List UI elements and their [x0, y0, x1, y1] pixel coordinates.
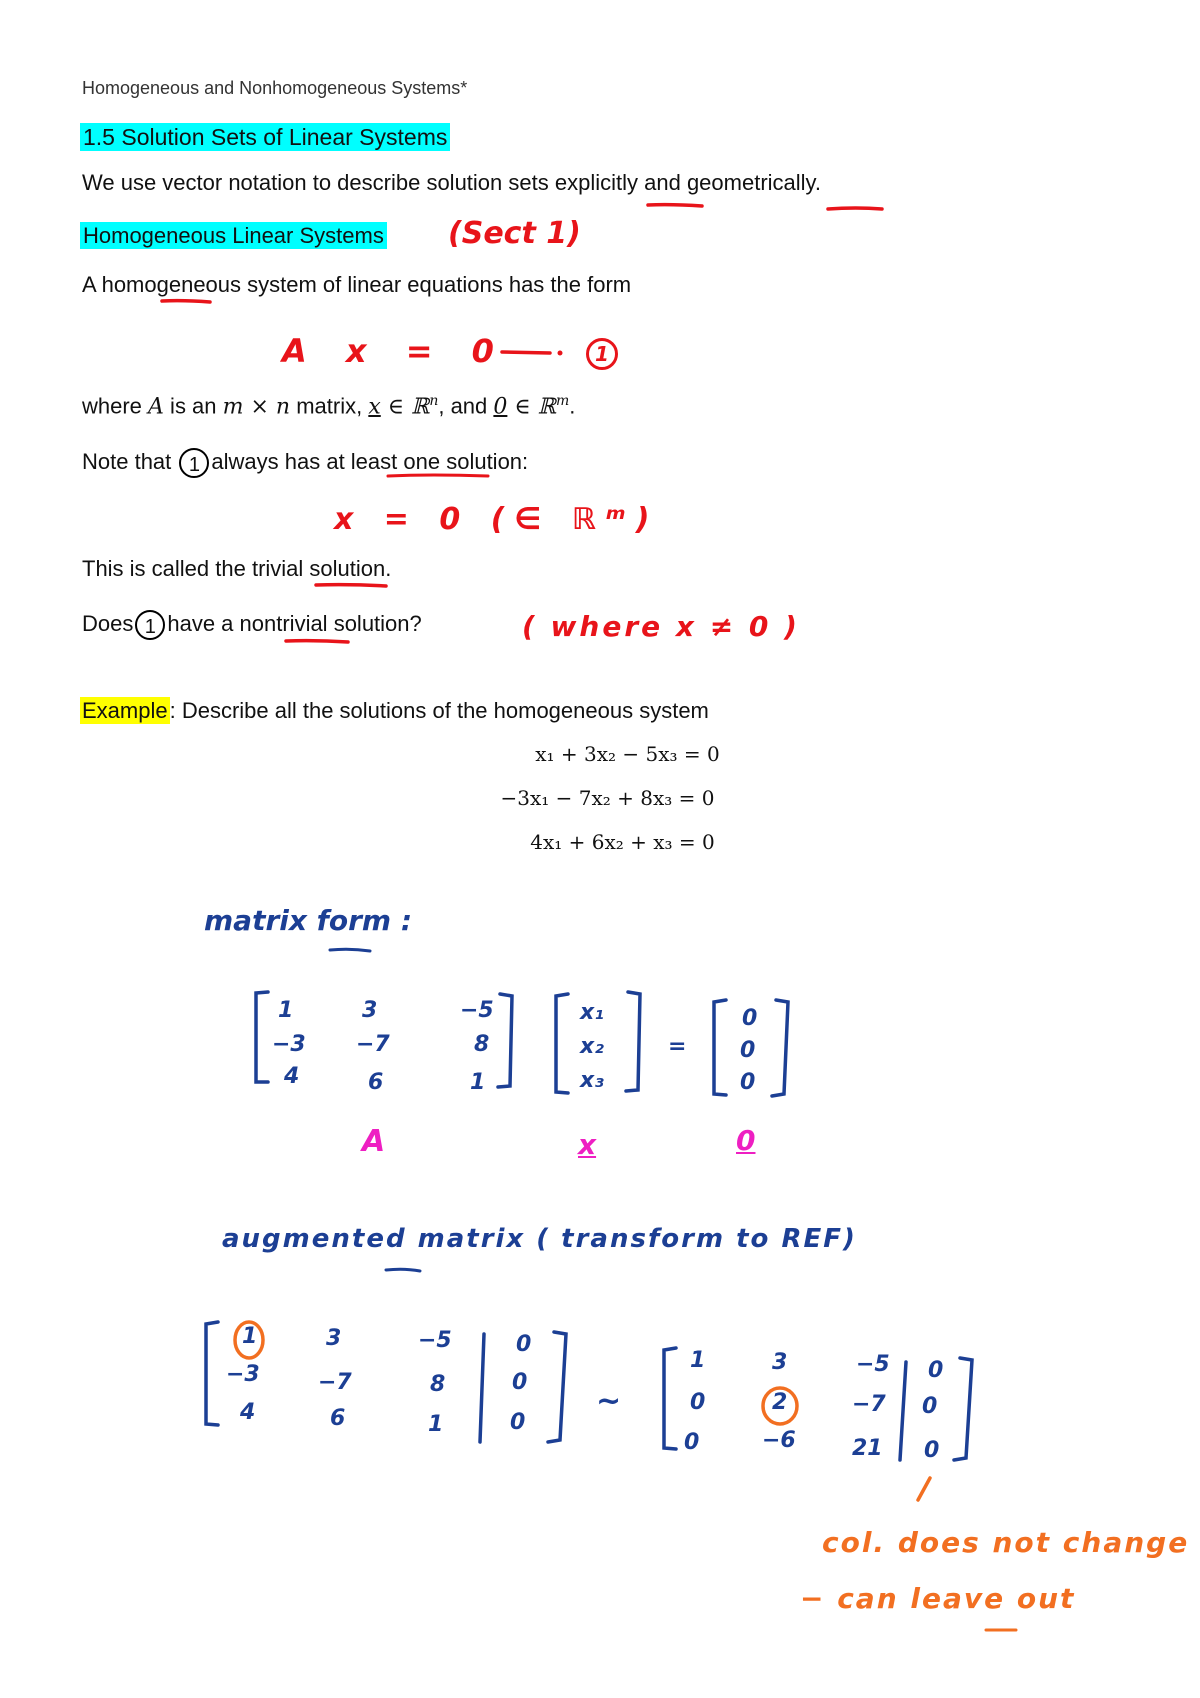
coef-2-2: −7 — [356, 1032, 390, 1057]
aug2-bracket-left — [664, 1348, 676, 1449]
where-in2: ∈ ℝ — [507, 394, 556, 420]
where-mat: matrix, — [290, 393, 369, 419]
intro-explicitly: explicitly — [554, 170, 638, 195]
where-A: A — [148, 394, 164, 420]
aug2-3-1: 0 — [684, 1430, 700, 1455]
where-x: x — [368, 394, 381, 420]
aug2-1-4: 0 — [928, 1358, 944, 1383]
aug2-2-3: −7 — [852, 1392, 886, 1417]
aug1-3-1: 4 — [240, 1400, 256, 1425]
where-mn: m × n — [222, 394, 291, 420]
intro-geometrically: geometrically — [686, 170, 815, 195]
underline-trivial-solution — [316, 585, 386, 586]
underline-nontrivial — [286, 641, 348, 642]
intro-end: . — [814, 170, 822, 195]
aug2-2-4: 0 — [922, 1394, 938, 1419]
note-pre: Note that — [82, 449, 178, 474]
note-least-one: least one — [350, 449, 441, 474]
underline-explicitly — [648, 205, 702, 206]
aug1-3-2: 6 — [330, 1406, 346, 1431]
does-mid: have a — [167, 611, 240, 636]
page-header: Homogeneous and Nonhomogeneous Systems* — [82, 78, 468, 98]
aug2-3-4: 0 — [924, 1438, 940, 1463]
called-trivial: trivial solution — [251, 556, 386, 581]
aug2-1-2: 3 — [772, 1350, 788, 1375]
homogeneous-heading-text: Homogeneous Linear Systems — [80, 222, 387, 249]
note-post: solution: — [440, 449, 529, 474]
where-is: is an — [163, 393, 223, 419]
form-word: homogeneous — [101, 272, 242, 297]
coef-3-1: 4 — [284, 1064, 300, 1089]
coef-bracket-right — [498, 994, 512, 1087]
var-x3: x₃ — [580, 1068, 604, 1093]
var-bracket-right — [626, 992, 640, 1091]
aug2-3-3: 21 — [852, 1436, 883, 1461]
augmented-label: augmented matrix ( transform to REF) — [222, 1224, 857, 1254]
note-circled-one: 1 — [179, 448, 209, 478]
section-title-text: 1.5 Solution Sets of Linear Systems — [80, 123, 450, 151]
form-pre: A — [82, 272, 102, 297]
column-pointer — [918, 1478, 930, 1500]
aug1-2-3: 8 — [430, 1372, 446, 1397]
intro-pre: We use vector notation to describe solution sets — [82, 170, 555, 195]
aug2-1-3: −5 — [856, 1352, 890, 1377]
coef-2-3: 8 — [474, 1032, 490, 1057]
equation-row-3: 4x₁ + 6x₂ + x₃ = 0 — [530, 830, 715, 854]
aug1-2-1: −3 — [226, 1362, 260, 1387]
aug2-1-1: 1 — [690, 1348, 706, 1373]
label-zero: 0 — [736, 1124, 756, 1157]
equation-dash — [502, 352, 550, 353]
aug1-bracket-right — [548, 1332, 566, 1442]
nontrivial-note: ( where x ≠ 0 ) — [522, 610, 800, 643]
where-m: m — [555, 393, 570, 409]
row-equivalent-tilde: ~ — [596, 1384, 622, 1419]
aug1-3-3: 1 — [428, 1412, 444, 1437]
zero-bracket-left — [714, 1000, 726, 1095]
equation-tag: 1 — [586, 338, 618, 370]
coef-1-3: −5 — [460, 998, 494, 1023]
zero-3: 0 — [740, 1070, 756, 1095]
equation-row-2: −3x₁ − 7x₂ + 8x₃ = 0 — [500, 786, 715, 810]
does-pre: Does — [82, 611, 134, 636]
example-text: : Describe all the solutions of the homogeneous system — [169, 698, 709, 723]
aug1-3-4: 0 — [510, 1410, 526, 1435]
example-label: Example — [82, 698, 168, 723]
does-circled-one: 1 — [135, 610, 165, 640]
form-post: system of linear equations has the form — [241, 272, 632, 297]
aug1-bracket-left — [206, 1322, 218, 1425]
coef-1-1: 1 — [278, 998, 294, 1023]
coef-1-2: 3 — [362, 998, 378, 1023]
does-post: solution? — [327, 611, 422, 636]
where-w: where — [82, 393, 149, 419]
zero-2: 0 — [740, 1038, 756, 1063]
where-in1: ∈ ℝ — [380, 394, 430, 420]
equation-ax-0: A x = 0 — [282, 332, 508, 370]
var-bracket-left — [556, 994, 568, 1093]
where-zero: 0 — [493, 394, 508, 420]
pivot-circle-1 — [235, 1322, 263, 1358]
underline-matrix — [386, 1269, 420, 1271]
matrix-form-label: matrix form : — [204, 904, 413, 937]
called-pre: This is called the — [82, 556, 252, 581]
column-note-1: col. does not change — [822, 1526, 1190, 1559]
aug2-2-2: 2 — [772, 1390, 788, 1415]
coef-3-2: 6 — [368, 1070, 384, 1095]
coef-bracket-left — [256, 992, 268, 1082]
does-nontrivial: nontrivial — [239, 611, 328, 636]
underline-homogeneous — [162, 301, 210, 302]
equals-sign: = — [668, 1034, 687, 1059]
column-note-2: − can leave out — [800, 1582, 1076, 1615]
aug2-3-2: −6 — [762, 1428, 796, 1453]
underline-form — [330, 949, 370, 951]
var-x2: x₂ — [580, 1034, 604, 1059]
aug1-1-2: 3 — [326, 1326, 342, 1351]
aug1-1-1: 1 — [242, 1324, 258, 1349]
equation-row-1: x₁ + 3x₂ − 5x₃ = 0 — [535, 742, 720, 766]
where-n: n — [429, 393, 439, 409]
sect-note: (Sect 1) — [448, 216, 581, 251]
pivot-circle-2 — [763, 1388, 797, 1424]
zero-bracket-right — [772, 1000, 788, 1096]
where-dot: . — [569, 393, 576, 419]
note-mid: always has at — [211, 449, 351, 474]
called-post: . — [385, 556, 392, 581]
aug1-divider — [480, 1334, 484, 1442]
equation-dash-dot — [558, 351, 563, 356]
label-A: A — [362, 1124, 386, 1159]
where-and: , and — [438, 393, 494, 419]
underline-least-one — [388, 475, 488, 476]
aug1-1-4: 0 — [516, 1332, 532, 1357]
var-x1: x₁ — [580, 1000, 604, 1025]
aug2-2-1: 0 — [690, 1390, 706, 1415]
aug1-1-3: −5 — [418, 1328, 452, 1353]
underline-geometrically — [828, 208, 882, 209]
coef-3-3: 1 — [470, 1070, 486, 1095]
coef-2-1: −3 — [272, 1032, 306, 1057]
aug1-2-4: 0 — [512, 1370, 528, 1395]
aug1-2-2: −7 — [318, 1370, 352, 1395]
zero-1: 0 — [742, 1006, 758, 1031]
trivial-equation: x = 0 (∈ ℝᵐ) — [334, 502, 660, 537]
intro-mid: and — [638, 170, 687, 195]
aug2-bracket-right — [954, 1358, 972, 1460]
label-x: x — [578, 1128, 597, 1161]
aug2-divider — [900, 1362, 906, 1460]
